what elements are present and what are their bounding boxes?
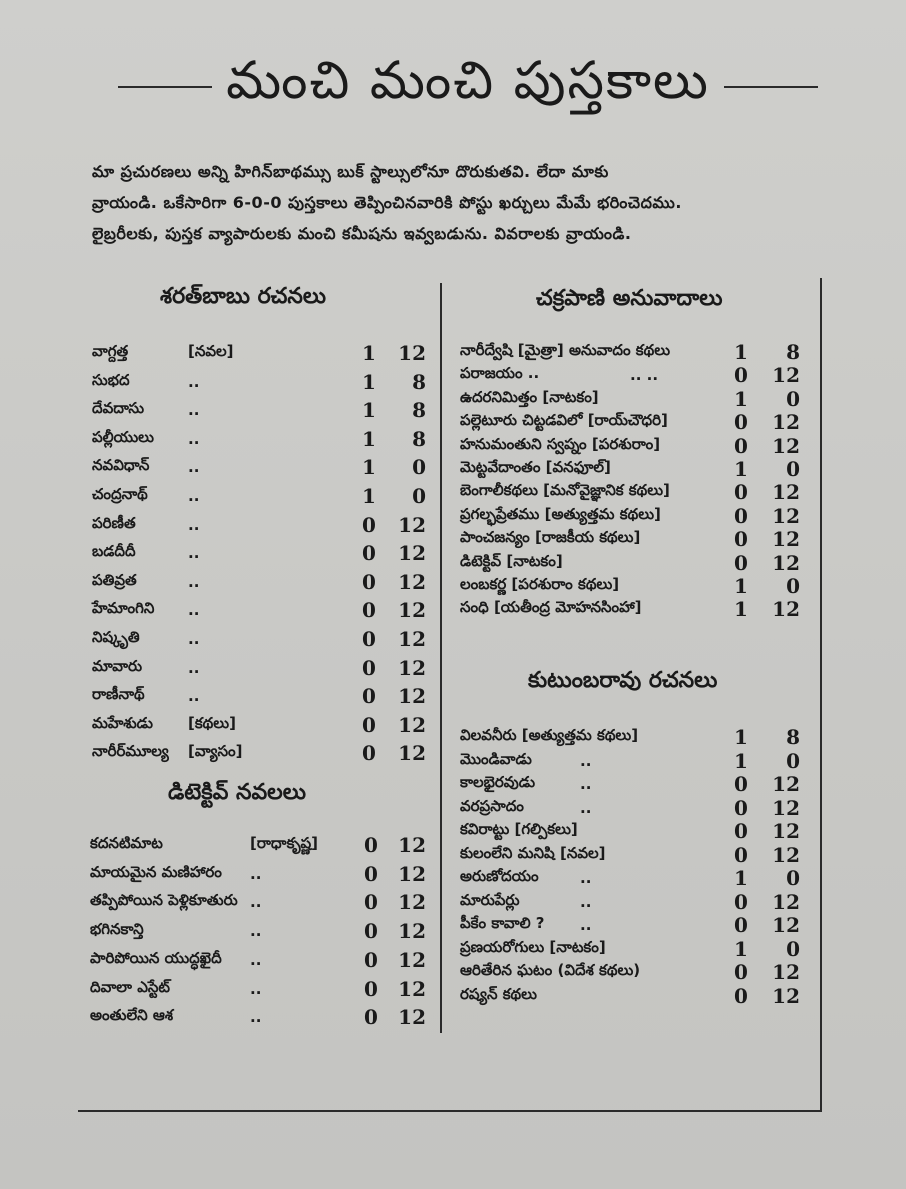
price-annas: 12 — [398, 655, 426, 680]
price-rupees: 1 — [734, 340, 748, 364]
list-item — [92, 512, 432, 538]
page-title: మంచి మంచి పుస్తకాలు — [226, 50, 710, 111]
price-annas: 8 — [412, 426, 426, 451]
list-item — [460, 748, 806, 774]
price-rupees: 1 — [734, 748, 748, 773]
list-item — [460, 724, 806, 750]
price-rupees: 0 — [734, 527, 748, 552]
book-genre: .. — [188, 515, 200, 534]
book-genre: .. .. — [630, 366, 659, 385]
price-rupees: 0 — [364, 833, 378, 857]
book-title: లంబకర్ణ [పరశురాం కథలు] — [460, 575, 620, 593]
column-divider — [440, 283, 442, 1033]
book-genre: .. — [580, 798, 592, 817]
book-genre: .. — [188, 630, 200, 648]
price-rupees: 0 — [734, 433, 748, 458]
list-item — [460, 596, 806, 622]
list-item — [460, 818, 806, 844]
list-item — [460, 573, 806, 599]
price-annas: 0 — [786, 748, 800, 773]
price-annas: 0 — [786, 457, 800, 481]
price-rupees: 0 — [364, 1005, 378, 1030]
book-genre: .. — [188, 487, 200, 505]
list-item — [90, 889, 430, 915]
book-genre: .. — [250, 979, 262, 998]
book-title: పరిణీత — [92, 513, 136, 532]
price-rupees: 0 — [362, 627, 376, 651]
price-rupees: 0 — [362, 512, 376, 537]
list-item — [460, 456, 806, 482]
book-genre: .. — [188, 372, 200, 391]
price-annas: 12 — [772, 913, 800, 937]
book-genre: .. — [188, 658, 200, 677]
book-title: దివాలా ఎస్టేట్ — [90, 977, 171, 996]
price-annas: 8 — [786, 340, 800, 364]
list-item — [460, 339, 806, 365]
book-title: ఆరితేరిన ఘటం (విదేశ కథలు) — [460, 961, 641, 979]
list-item — [92, 426, 432, 452]
price-annas: 12 — [772, 480, 800, 505]
price-rupees: 0 — [734, 410, 748, 435]
price-rupees: 1 — [734, 457, 748, 481]
book-genre: .. — [580, 869, 592, 887]
book-title: పారిపోయిన యుద్ధఖైదీ — [90, 948, 222, 967]
price-rupees: 0 — [362, 712, 376, 737]
price-annas: 12 — [398, 741, 426, 766]
book-title: బడదీదీ — [92, 542, 136, 561]
book-title: పీకేం కావాలి ? — [460, 914, 545, 932]
book-title: రాణీనాథ్ — [92, 685, 145, 704]
book-genre: .. — [188, 687, 200, 706]
price-rupees: 1 — [734, 386, 748, 411]
price-annas: 12 — [398, 976, 426, 1001]
list-item — [460, 526, 806, 552]
price-annas: 12 — [398, 541, 426, 566]
book-title: నవవిధాన్ — [92, 456, 150, 475]
list-item — [92, 397, 432, 423]
book-title: చంద్రనాథ్ — [92, 485, 148, 503]
book-title: కాలభైరవుడు — [460, 773, 536, 791]
price-rupees: 0 — [364, 890, 378, 915]
list-item — [460, 936, 806, 962]
price-rupees: 0 — [734, 913, 748, 937]
book-title: మొండివాడు — [460, 749, 532, 768]
book-title: మారుపేర్లు — [460, 890, 520, 909]
book-title: కవిరాట్టు [గల్పికలు] — [460, 820, 578, 838]
price-annas: 12 — [398, 833, 426, 857]
intro-line: వ్రాయండి. ఒకేసారిగా 6-0-0 పుస్తకాలు తెప్పించినవారికి పోస్టు ఖర్చులు మేమే భరించెదము. — [92, 193, 682, 212]
price-annas: 12 — [772, 363, 800, 388]
list-item — [92, 597, 432, 623]
list-item — [92, 369, 432, 395]
price-rupees: 1 — [362, 369, 376, 394]
list-item — [92, 655, 432, 681]
list-item — [460, 362, 806, 388]
price-rupees: 0 — [362, 741, 376, 766]
list-item — [92, 626, 432, 652]
price-rupees: 0 — [364, 919, 378, 944]
price-annas: 12 — [398, 919, 426, 944]
list-item — [90, 976, 430, 1002]
price-annas: 12 — [772, 433, 800, 458]
price-annas: 0 — [786, 936, 800, 961]
price-rupees: 0 — [362, 569, 376, 594]
list-item — [460, 865, 806, 891]
book-genre: .. — [188, 572, 200, 591]
list-item — [92, 683, 432, 709]
price-annas: 12 — [398, 890, 426, 915]
list-item — [92, 569, 432, 595]
book-title: తప్పిపోయిన పెళ్లికూతురు — [90, 891, 238, 910]
price-annas: 12 — [772, 819, 800, 843]
price-rupees: 0 — [364, 976, 378, 1001]
list-item — [460, 983, 806, 1009]
price-annas: 0 — [412, 484, 426, 508]
list-item — [92, 712, 432, 738]
price-annas: 0 — [786, 574, 800, 598]
book-title: భగినకాన్తి — [90, 920, 144, 939]
list-item — [460, 959, 806, 985]
list-item — [90, 861, 430, 887]
price-rupees: 1 — [362, 398, 376, 423]
book-title: సుభద — [92, 370, 130, 389]
price-rupees: 1 — [362, 341, 376, 365]
price-annas: 12 — [772, 960, 800, 984]
list-item — [460, 479, 806, 505]
book-title: వాగ్దత్త — [92, 342, 129, 360]
book-title: మెట్టవేదాంతం [వనఫూల్] — [460, 458, 611, 476]
list-item — [92, 340, 432, 366]
book-genre: .. — [580, 916, 592, 934]
book-title: బెంగాలీకథలు [మనోవైజ్ఞానిక కథలు] — [460, 481, 670, 500]
book-title: ప్రణయరోగులు [నాటకం] — [460, 937, 606, 956]
price-rupees: 0 — [734, 842, 748, 867]
list-item — [460, 386, 806, 412]
price-rupees: 0 — [734, 795, 748, 820]
book-genre: .. — [188, 458, 200, 477]
book-genre: .. — [188, 429, 200, 448]
book-genre: .. — [580, 775, 592, 793]
price-rupees: 0 — [734, 503, 748, 528]
book-title: కులంలేని మనిషి [నవల] — [460, 843, 606, 862]
price-annas: 0 — [786, 386, 800, 411]
book-title: మావారు — [92, 656, 143, 675]
price-rupees: 1 — [734, 725, 748, 749]
price-annas: 12 — [772, 550, 800, 575]
book-genre: .. — [250, 893, 262, 912]
book-title: పరాజయం .. — [460, 364, 540, 383]
book-genre: .. — [250, 922, 262, 941]
book-title: ఉదరనిమిత్తం [నాటకం] — [460, 387, 599, 406]
book-title: మహేశుడు — [92, 713, 153, 732]
book-title: దేవదాసు — [92, 399, 145, 418]
list-item — [90, 947, 430, 973]
book-genre: .. — [250, 1008, 262, 1027]
price-rupees: 0 — [734, 550, 748, 575]
book-title: ప్రగల్భప్రేతము [అత్యుత్తమ కథలు] — [460, 504, 661, 523]
book-title: మాయమైన మణిహారం — [90, 862, 222, 881]
list-item — [460, 550, 806, 576]
price-annas: 12 — [772, 597, 800, 622]
price-annas: 8 — [412, 398, 426, 423]
book-title: డిటెక్టివ్ [నాటకం] — [460, 551, 563, 570]
price-annas: 0 — [786, 866, 800, 890]
list-item — [460, 795, 806, 821]
book-title: హనుమంతుని స్వప్నం [పరశురాం] — [460, 434, 661, 453]
price-rupees: 0 — [734, 363, 748, 388]
price-rupees: 0 — [364, 861, 378, 886]
price-annas: 12 — [398, 627, 426, 651]
price-rupees: 1 — [362, 455, 376, 480]
list-item — [460, 409, 806, 435]
list-item — [92, 454, 432, 480]
book-genre: [వ్యాసం] — [188, 742, 243, 761]
price-rupees: 0 — [362, 655, 376, 680]
list-item — [460, 771, 806, 797]
price-rupees: 0 — [734, 480, 748, 505]
price-annas: 12 — [398, 684, 426, 709]
book-genre: .. — [188, 601, 200, 620]
price-rupees: 0 — [362, 541, 376, 566]
section-title-kutumbarao: కుటుంబరావు రచనలు — [528, 668, 718, 693]
list-item — [90, 918, 430, 944]
price-annas: 12 — [398, 569, 426, 594]
price-annas: 12 — [772, 983, 800, 1008]
list-item — [90, 1004, 430, 1030]
price-rupees: 1 — [734, 866, 748, 890]
book-title: నారీద్వేషి [మైత్రా] అనువాదం కథలు — [460, 341, 671, 359]
price-annas: 12 — [398, 947, 426, 972]
price-rupees: 1 — [362, 484, 376, 508]
list-item — [460, 842, 806, 868]
list-item — [92, 740, 432, 766]
list-item — [460, 889, 806, 915]
book-genre: .. — [250, 864, 262, 883]
price-rupees: 0 — [734, 889, 748, 914]
book-title: వరప్రసాదం — [460, 796, 524, 815]
title-rule-right — [724, 86, 818, 88]
price-rupees: 0 — [734, 819, 748, 843]
book-genre: .. — [580, 892, 592, 911]
price-rupees: 0 — [734, 772, 748, 796]
book-title: అరుణోదయం — [460, 867, 539, 885]
list-item — [92, 483, 432, 509]
book-title: సంధి [యతీంద్ర మోహనసింహా] — [460, 598, 642, 617]
price-rupees: 1 — [734, 597, 748, 622]
title-rule-left — [118, 86, 212, 88]
book-title: పల్లెటూరు చిట్టడవిలో [రాయ్‌చౌధరి] — [460, 411, 668, 430]
price-annas: 12 — [772, 772, 800, 796]
list-item — [92, 540, 432, 566]
section-title-sarat: శరత్‌బాబు రచనలు — [160, 284, 327, 309]
book-title: విలవనీరు [అత్యుత్తమ కథలు] — [460, 726, 639, 744]
price-annas: 8 — [786, 725, 800, 749]
price-annas: 12 — [398, 1005, 426, 1030]
price-annas: 12 — [772, 503, 800, 528]
list-item — [460, 503, 806, 529]
price-annas: 12 — [772, 842, 800, 867]
book-genre: .. — [250, 950, 262, 969]
book-genre: .. — [188, 401, 200, 420]
list-item — [460, 912, 806, 938]
book-title: పతివ్రత — [92, 570, 137, 589]
price-rupees: 1 — [734, 574, 748, 598]
price-rupees: 0 — [734, 960, 748, 984]
book-genre: .. — [188, 544, 200, 563]
price-annas: 12 — [398, 598, 426, 623]
list-item — [460, 433, 806, 459]
price-annas: 12 — [398, 861, 426, 886]
price-rupees: 1 — [734, 936, 748, 961]
price-annas: 8 — [412, 369, 426, 394]
intro-line: మా ప్రచురణలు అన్ని హిగిన్‌బాథమ్సు బుక్ స్టాల్సులోనూ దొరుకుతవి. లేదా మాకు — [92, 162, 609, 181]
intro-paragraph — [92, 156, 808, 249]
book-title: పాంచజన్యం [రాజకీయ కథలు] — [460, 528, 641, 547]
book-genre: [రాధాకృష్ణ] — [250, 834, 318, 852]
book-title: పల్లీయులు — [92, 427, 154, 446]
price-rupees: 0 — [364, 947, 378, 972]
list-item — [90, 832, 430, 858]
price-annas: 12 — [398, 341, 426, 365]
price-annas: 12 — [772, 527, 800, 552]
price-rupees: 0 — [734, 983, 748, 1008]
book-title: కదనటిమాట — [90, 834, 163, 852]
price-annas: 12 — [398, 512, 426, 537]
price-annas: 12 — [772, 795, 800, 820]
book-title: నారీర్‌మూల్య — [92, 742, 169, 761]
price-annas: 12 — [772, 410, 800, 435]
price-rupees: 0 — [362, 684, 376, 709]
title-row — [118, 52, 818, 122]
price-rupees: 0 — [362, 598, 376, 623]
price-annas: 12 — [398, 712, 426, 737]
book-title: హేమాంగిని — [92, 599, 155, 618]
book-genre: [నవల] — [188, 342, 234, 360]
book-title: రష్యన్ కథలు — [460, 984, 537, 1003]
price-rupees: 1 — [362, 426, 376, 451]
book-title: నిష్కృతి — [92, 628, 140, 646]
section-title-detective: డిటెక్టివ్ నవలలు — [168, 780, 306, 805]
price-annas: 12 — [772, 889, 800, 914]
book-genre: .. — [580, 751, 592, 770]
book-title: అంతులేని ఆశ — [90, 1006, 174, 1025]
intro-line: లైబ్రరీలకు, పుస్తక వ్యాపారులకు మంచి కమీషను ఇవ్వబడును. వివరాలకు వ్రాయండి. — [92, 224, 632, 243]
book-genre: [కథలు] — [188, 713, 236, 732]
section-title-chakrapani: చక్రపాణి అనువాదాలు — [536, 286, 723, 311]
price-annas: 0 — [412, 455, 426, 480]
